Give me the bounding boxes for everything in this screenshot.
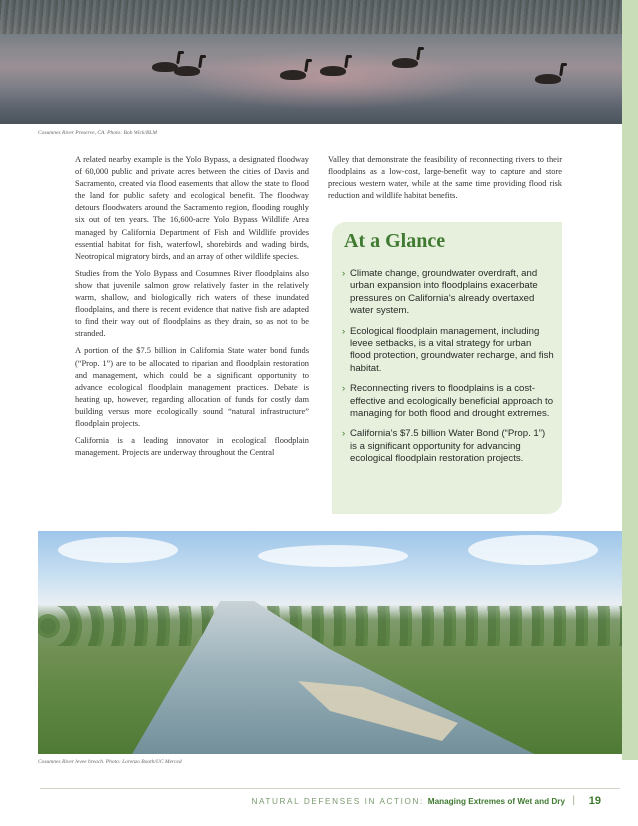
at-a-glance-list — [342, 268, 554, 474]
paragraph: Studies from the Yolo Bypass and Cosumnes River floodplains also show that juvenile salmon grow relatively faster in the relatively warm, shallow, and biologically rich waters of these inundated floodplains, and there is recent evidence that native fish are adapted to find their way out of floodplains as they drain, so as not to be stranded. — [75, 268, 309, 339]
cloud — [58, 537, 178, 563]
chevron-right-icon: › — [342, 428, 346, 440]
goose-4 — [320, 66, 346, 76]
paragraph: California is a leading innovator in ecological floodplain management. Projects are underway throughout the Central — [75, 436, 309, 458]
page-edge-strip — [622, 0, 638, 760]
top-photo-caption: Cosumnes River Preserve, CA. Photo: Bob Wick/BLM — [38, 130, 157, 136]
goose-2 — [174, 66, 200, 76]
at-a-glance-title: At a Glance — [344, 230, 446, 252]
at-a-glance-box — [332, 222, 562, 514]
cloud — [468, 535, 598, 565]
footer-section-title: NATURAL DEFENSES IN ACTION: Managing Extremes of Wet and Dry — [251, 797, 565, 806]
goose-6 — [535, 74, 561, 84]
chevron-right-icon: › — [342, 383, 346, 395]
left-column — [75, 154, 309, 464]
list-item: › California’s $7.5 billion Water Bond (“Prop. 1”) is a significant opportunity for advancing ecological floodplain restoration projects. — [342, 428, 546, 465]
goose-3 — [280, 70, 306, 80]
chevron-right-icon: › — [342, 268, 346, 279]
list-item: › Ecological floodplain management, including levee setbacks, is a vital strategy for urban flood protection, groundwater recharge, and fish habitat. — [342, 325, 554, 374]
paragraph: A portion of the $7.5 billion in California State water bond funds (“Prop. 1”) are to be allocated to riparian and floodplain restoration and management, which could be a significant opportunity to advance ecological floodplain management practices. Debate is heating up, however, regarding allocation of funds for costly dam building versus more ecologically sound “natural infrastructure” floodplain projects. — [75, 346, 309, 428]
sunset-reflection — [180, 50, 480, 110]
page-footer — [0, 790, 620, 810]
paragraph: Valley that demonstrate the feasibility of reconnecting rivers to their floodplains as a low-cost, large-benefit way to capture and store precious western water, while at the same time providing flood risk reduction and wildlife habitat benefits. — [328, 155, 562, 201]
footer-subtitle: Managing Extremes of Wet and Dry — [427, 797, 565, 806]
footer-rule — [40, 788, 620, 789]
top-photo-geese — [0, 0, 622, 124]
page-number: 19 — [588, 795, 601, 807]
list-item: › Reconnecting rivers to floodplains is a cost-effective and ecologically beneficial approach to managing for both flood and drought extremes. — [342, 383, 554, 420]
chevron-right-icon: › — [342, 325, 346, 337]
goose-5 — [392, 58, 418, 68]
bottom-photo-river — [38, 531, 622, 754]
reeds — [0, 0, 622, 34]
bottom-photo-caption: Cosumnes River levee breach. Photo: Lorenzo Booth/UC Merced — [38, 759, 182, 765]
list-item: › Climate change, groundwater overdraft, and urban expansion into floodplains exacerbate pressures on California’s already overtaxed water system. — [342, 268, 538, 317]
footer-separator: | — [572, 795, 575, 806]
paragraph: A related nearby example is the Yolo Bypass, a designated floodway of 60,000 public and private acres between the cities of Davis and Sacramento, created via flood easements that allow the state to flood the land for public safety and ecological benefit. The floodway detours floodwaters around the Sacramento region, flooding roughly six out of ten years. The 16,600-acre Yolo Bypass Wildlife Area managed by California Department of Fish and Wildlife provides essential habitat for fish, waterfowl, shorebirds and wading birds, Neotropical migratory birds, and an array of other wildlife species. — [75, 155, 309, 261]
tree-line — [38, 606, 622, 646]
right-column — [328, 154, 562, 207]
cloud — [258, 545, 408, 567]
